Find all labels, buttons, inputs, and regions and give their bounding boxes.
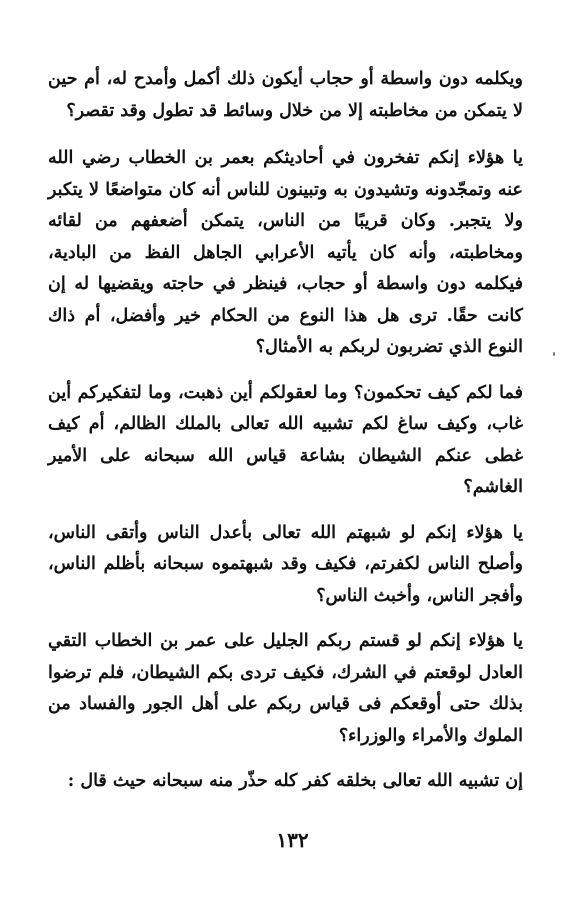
page-number: ١٣٢: [276, 828, 309, 852]
paragraph-4: يا هؤلاء إنكم لو شبهتم الله تعالى بأعدل الناس وأتقى الناس، وأصلح الناس لكفرتم، فكيف وقد شبهتموه سبحانه بأظلم الناس، وأفجر الناس، وأخبث الناس؟: [48, 522, 523, 606]
paragraph-5: يا هؤلاء إنكم لو قستم ربكم الجليل على عمر بن الخطاب التقي العادل لوقعتم في الشرك، فكيف تردى بكم الشيطان، فلم ترضوا بذلك حتى أوقعكم فى قياس ربكم على أهل الجور والفساد من الملوك والأمراء والوزراء؟: [48, 631, 523, 746]
body-text: [48, 64, 523, 812]
paragraph-6: إن تشبيه الله تعالى بخلقه كفر كله حذّر منه سبحانه حيث قال :: [67, 771, 523, 791]
paragraph-1: ويكلمه دون واسطة أو حجاب أيكون ذلك أكمل وأمدح له، أم حين لا يتمكن من مخاطبته إلا من خلال وسائط قد تطول وقد تقصر؟: [48, 69, 523, 121]
paragraph-3: فما لكم كيف تحكمون؟ وما لعقولكم أين ذهبت، وما لتفكيركم أين غاب، وكيف ساغ لكم تشبيه الله تعالى بالملك الظالم، أم كيف غطى عنكم الشيطان بشاعة قياس الله سبحانه على الأمير الغاشم؟: [48, 382, 523, 497]
scan-speck: [553, 352, 555, 356]
paragraph-2: يا هؤلاء إنكم تفخرون في أحاديثكم بعمر بن الخطاب رضي الله عنه وتمجّدونه وتشيدون به وتبينون للناس أنه كان متواضعًا لا يتكبر ولا يتجبر. وكان قريبًا من الناس، يتمكن أضعفهم من لقائه ومخاطبته، وأنه كان يأتيه الأعرابي الجاهل الفظ من البادية، فيكلمه دون واسطة أو حجاب، فينظر في حاجته ويقضيها له إن كانت حقًا. ترى هل هذا النوع من الحكام خير وأفضل، أم ذاك النوع الذي تضربون لربكم به الأمثال؟: [48, 148, 523, 357]
